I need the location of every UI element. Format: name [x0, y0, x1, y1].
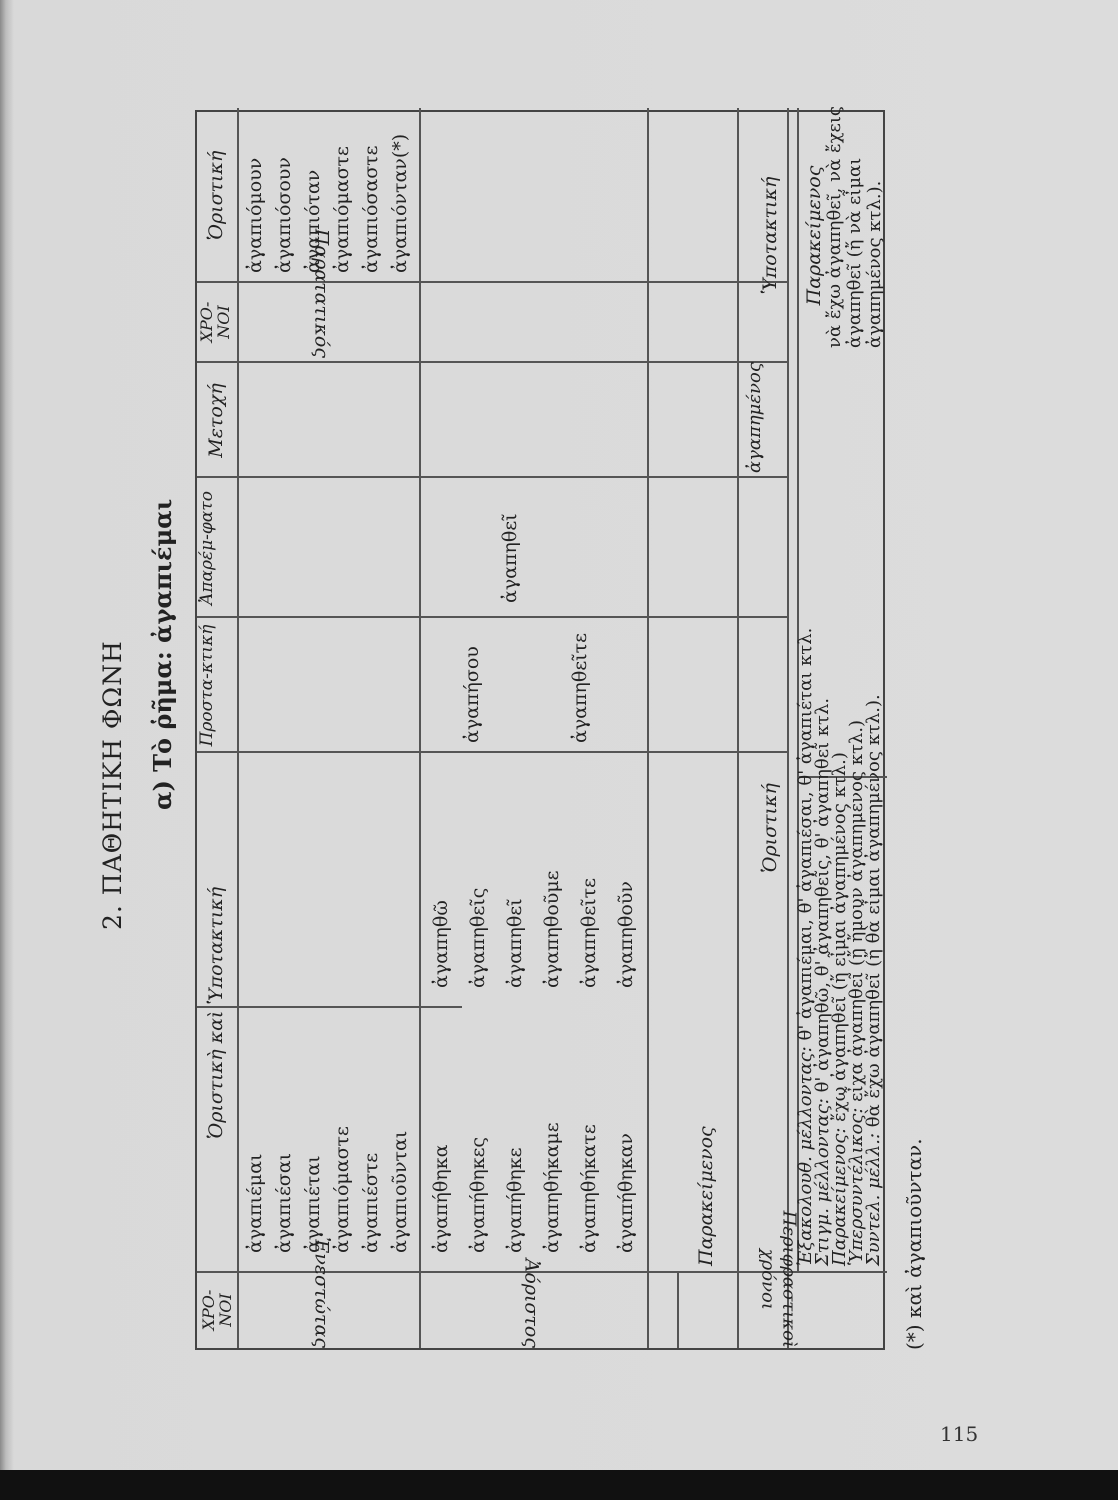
table-rule — [197, 752, 787, 754]
form: ἀγαπήθηκες — [467, 1136, 489, 1253]
header-aparemfato: Ἀπαρέμ-φατο — [197, 491, 217, 605]
form: ἀγαπήθηκαν — [615, 1133, 637, 1253]
header-prostaktiki: Προστα-κτική — [197, 624, 217, 747]
tense-label-aoristos: Ἀόριστος — [520, 1258, 543, 1348]
form: ἀγαπιόσαστε — [360, 145, 382, 273]
periphrastikoi-ypotaktiki-lines — [824, 106, 885, 348]
parakeimenos-label: Παρακείμενος — [695, 1126, 717, 1266]
form: ἀγαπιέται — [302, 1155, 324, 1253]
header-metochi: Μετοχή — [205, 383, 227, 458]
scan-edge — [0, 1470, 1118, 1500]
form: ἀγαπιόμαστε — [331, 1126, 353, 1253]
table-rule — [677, 1273, 679, 1348]
periphrastic-line: Στιγμ. μέλλοντας: θ' ἀγαπηθῶ, θ' ἀγαπηθεῖς, θ' ἀγαπηθεῖ κτλ. — [812, 697, 833, 1266]
form: ἀγαπήθηκε — [504, 1147, 526, 1253]
periphrastic-line: Συντελ. μέλλ.: θὰ ἔχω ἀγαπηθεῖ (ἤ θὰ εἶμαι ἀγαπημένος κτλ.). — [863, 694, 884, 1266]
verb-subheading: α) Τὸ ῥῆμα: ἀγαπιέμαι — [148, 498, 177, 810]
form: ἀγαπιόμαστε — [331, 146, 353, 273]
tense-label-paratatikos: Παρατατικός — [310, 228, 333, 358]
form: ἀγαπιόσουν — [273, 157, 295, 273]
footnote: (*) καὶ ἀγαπιοῦνταν. — [902, 1138, 926, 1350]
periphrastic-line: Παρακείμενος: ἔχω ἀγαπηθεῖ (ἤ εἶμαι ἀγαπημένος κτλ.) — [829, 752, 850, 1266]
periphrastikoi-oristiki-header: Ὁριστική — [759, 783, 781, 873]
table-rule — [787, 108, 789, 1348]
aoristos-oristiki-forms — [423, 1013, 645, 1253]
form: ἀγαπηθεῖ — [504, 898, 526, 988]
aoristos-ypotaktiki-forms — [423, 758, 645, 988]
enestotas-forms — [241, 1013, 415, 1253]
form: ἀγαπιέστε — [360, 1152, 382, 1253]
section-heading: 2. ΠΑΘΗΤΙΚΗ ΦΩΝΗ — [98, 640, 127, 930]
header-oristiki-ypotaktiki: Ὁριστικὴ καὶ Ὑποτακτική — [205, 886, 227, 1140]
form: ἀγαπιόνταν(*) — [389, 133, 411, 273]
table-rule — [197, 617, 787, 619]
header-chronoi: ΧΡΟ-ΝΟΙ — [199, 1289, 235, 1331]
aoristos-prostaktiki-pl: ἀγαπηθεῖτε — [569, 633, 591, 743]
tense-label-enestotas: Ἐνεστώτας — [310, 1237, 333, 1348]
form: ἀγαπηθήκαμε — [541, 1122, 563, 1253]
table-rule — [197, 477, 787, 479]
table-rule — [197, 362, 787, 364]
form: ἀγαπιοῦνται — [389, 1130, 411, 1253]
header-oristiki: Ὁριστική — [205, 150, 227, 241]
metochi-value: ἀγαπημένος — [744, 362, 765, 473]
periphrastikoi-ypotaktiki-header: Ὑποτακτική — [759, 176, 781, 295]
tense-label-periphrastikoi: Περιφραστικοὶ χρόνοι — [757, 1210, 800, 1348]
periphrastikoi-oristiki-lines — [797, 386, 882, 1266]
aoristos-prostaktiki-sg: ἀγαπήσου — [461, 646, 483, 743]
conjugation-table — [195, 106, 885, 1350]
periphrastic-line: Ὑπερσυντέλικος: εἶχα ἀγαπηθεῖ (ἤ ἤμουν ἀγαπημένος κτλ.) — [846, 719, 867, 1266]
form: ἀγαπηθῶ — [430, 900, 452, 988]
page-number: 115 — [940, 1422, 979, 1446]
form: ἀγαπηθεῖς — [467, 887, 489, 988]
form: ἀγαπηθοῦμε — [541, 870, 563, 988]
aoristos-aparemfato: ἀγαπηθεῖ — [499, 513, 521, 603]
periphrastic-line: ἀγαπηθεῖ (ἤ νὰ εἶμαι — [844, 157, 865, 348]
periphrastikoi-ypotaktiki-tense: Παρακείμενος — [803, 165, 825, 306]
table-rule — [419, 108, 421, 1348]
form: ἀγαπιόταν — [302, 169, 324, 273]
paratatikos-forms — [241, 108, 415, 273]
periphrastic-line: ἀγαπημένος κτλ.). — [864, 180, 885, 348]
form: ἀγαπηθοῦν — [615, 881, 637, 988]
rotated-content — [80, 70, 980, 1370]
form: ἀγαπιέμαι — [244, 1153, 266, 1253]
table-rule — [647, 108, 649, 1348]
table-rule — [737, 108, 739, 1348]
form: ἀγαπιέσαι — [273, 1152, 295, 1253]
periphrastic-line: νὰ ἔχω ἀγαπηθεῖ, νὰ ἔχεις — [824, 106, 845, 348]
table-rule — [237, 108, 239, 1348]
header-chronoi-2: ΧΡΟ-ΝΟΙ — [197, 301, 233, 343]
periphrastic-line: Ἐξακολουθ. μέλλοντας: θ' ἀγαπιέμαι, θ' ἀγαπιέσαι, θ' ἀγαπιέται κτλ. — [795, 627, 816, 1266]
table-rule — [197, 282, 787, 284]
form: ἀγαπιόμουν — [244, 157, 266, 273]
form: ἀγαπήθηκα — [430, 1144, 452, 1253]
form: ἀγαπηθήκατε — [578, 1124, 600, 1253]
form: ἀγαπηθεῖτε — [578, 878, 600, 988]
